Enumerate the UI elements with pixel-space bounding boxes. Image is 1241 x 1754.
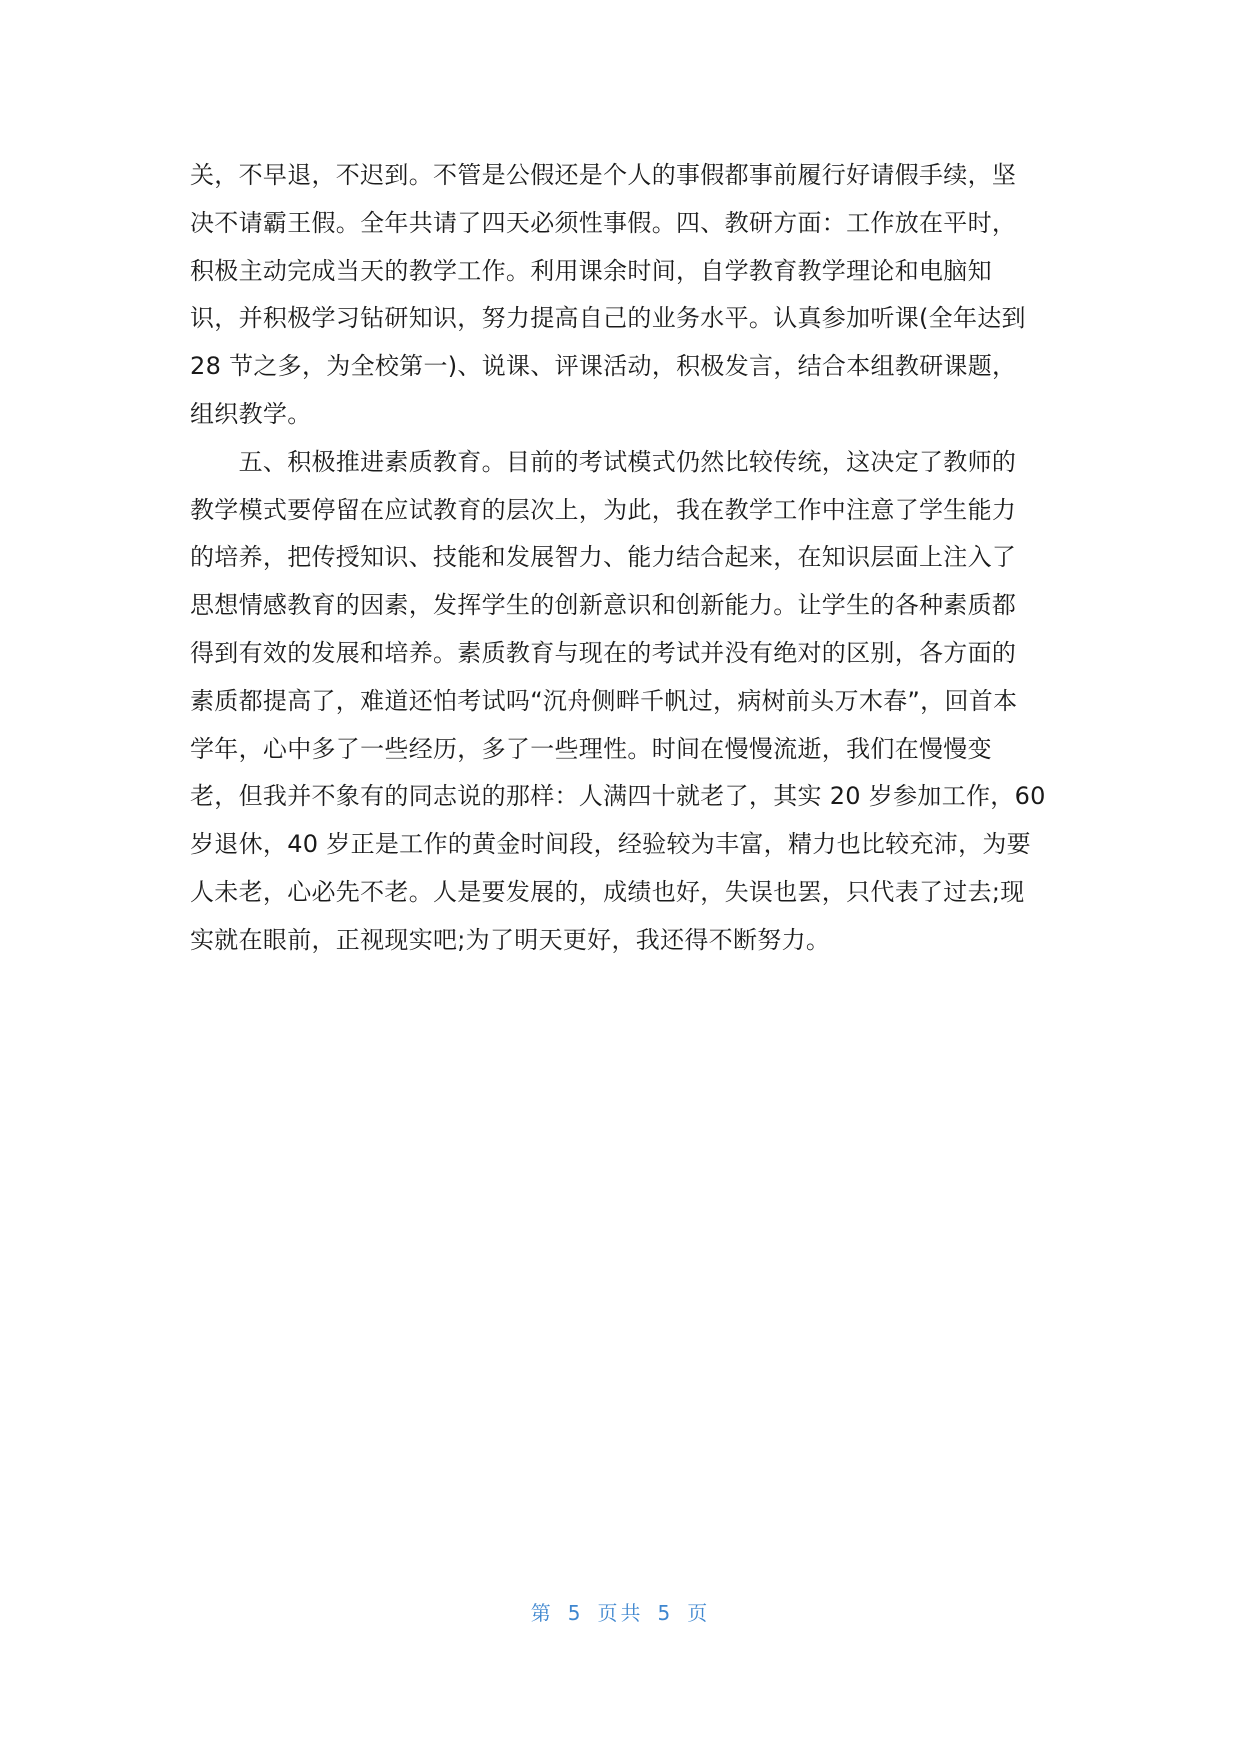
text-line: 老，但我并不象有的同志说的那样：人满四十就老了，其实 20 岁参加工作，60 xyxy=(190,782,1046,811)
text-line: 人未老，心必先不老。人是要发展的，成绩也好，失误也罢，只代表了过去;现 xyxy=(190,877,1025,906)
text-line: 组织教学。 xyxy=(190,399,312,428)
text-line: 五、积极推进素质教育。目前的考试模式仍然比较传统，这决定了教师的 xyxy=(190,447,1017,476)
text-line: 素质都提高了，难道还怕考试吗“沉舟侧畔千帆过，病树前头万木春”，回首本 xyxy=(190,686,1018,715)
text-line: 关，不早退，不迟到。不管是公假还是个人的事假都事前履行好请假手续，坚 xyxy=(190,161,1017,189)
text-line: 积极主动完成当天的教学工作。利用课余时间，自学教育教学理论和电脑知 xyxy=(190,256,992,285)
text-line: 的培养，把传授知识、技能和发展智力、能力结合起来，在知识层面上注入了 xyxy=(190,543,1017,572)
text-line: 28 节之多，为全校第一)、说课、评课活动，积极发言，结合本组教研课题， xyxy=(190,352,1017,381)
total-pages-number: 5 xyxy=(657,1601,674,1625)
text-line: 决不请霸王假。全年共请了四天必须性事假。四、教研方面：工作放在平时， xyxy=(190,208,1017,237)
text-line: 得到有效的发展和培养。素质教育与现在的考试并没有绝对的区别，各方面的 xyxy=(190,638,1017,667)
text-line: 学年，心中多了一些经历，多了一些理性。时间在慢慢流逝，我们在慢慢变 xyxy=(190,734,992,763)
text-line: 思想情感教育的因素，发挥学生的创新意识和创新能力。让学生的各种素质都 xyxy=(190,591,1017,620)
text-line: 岁退休，40 岁正是工作的黄金时间段，经验较为丰富，精力也比较充沛，为要 xyxy=(190,830,1031,859)
current-page-number: 5 xyxy=(567,1601,584,1625)
text-line: 实就在眼前，正视现实吧;为了明天更好，我还得不断努力。 xyxy=(190,925,831,954)
page-number-footer xyxy=(0,1597,1241,1626)
page-prefix: 第 xyxy=(530,1601,554,1625)
page-suffix: 页 xyxy=(687,1601,711,1625)
text-line: 识，并积极学习钻研知识，努力提高自己的业务水平。认真参加听课(全年达到 xyxy=(190,304,1026,333)
page-middle-text: 页共 xyxy=(597,1601,644,1625)
text-line: 教学模式要停留在应试教育的层次上，为此，我在教学工作中注意了学生能力 xyxy=(190,495,1017,524)
document-body xyxy=(190,152,1060,965)
